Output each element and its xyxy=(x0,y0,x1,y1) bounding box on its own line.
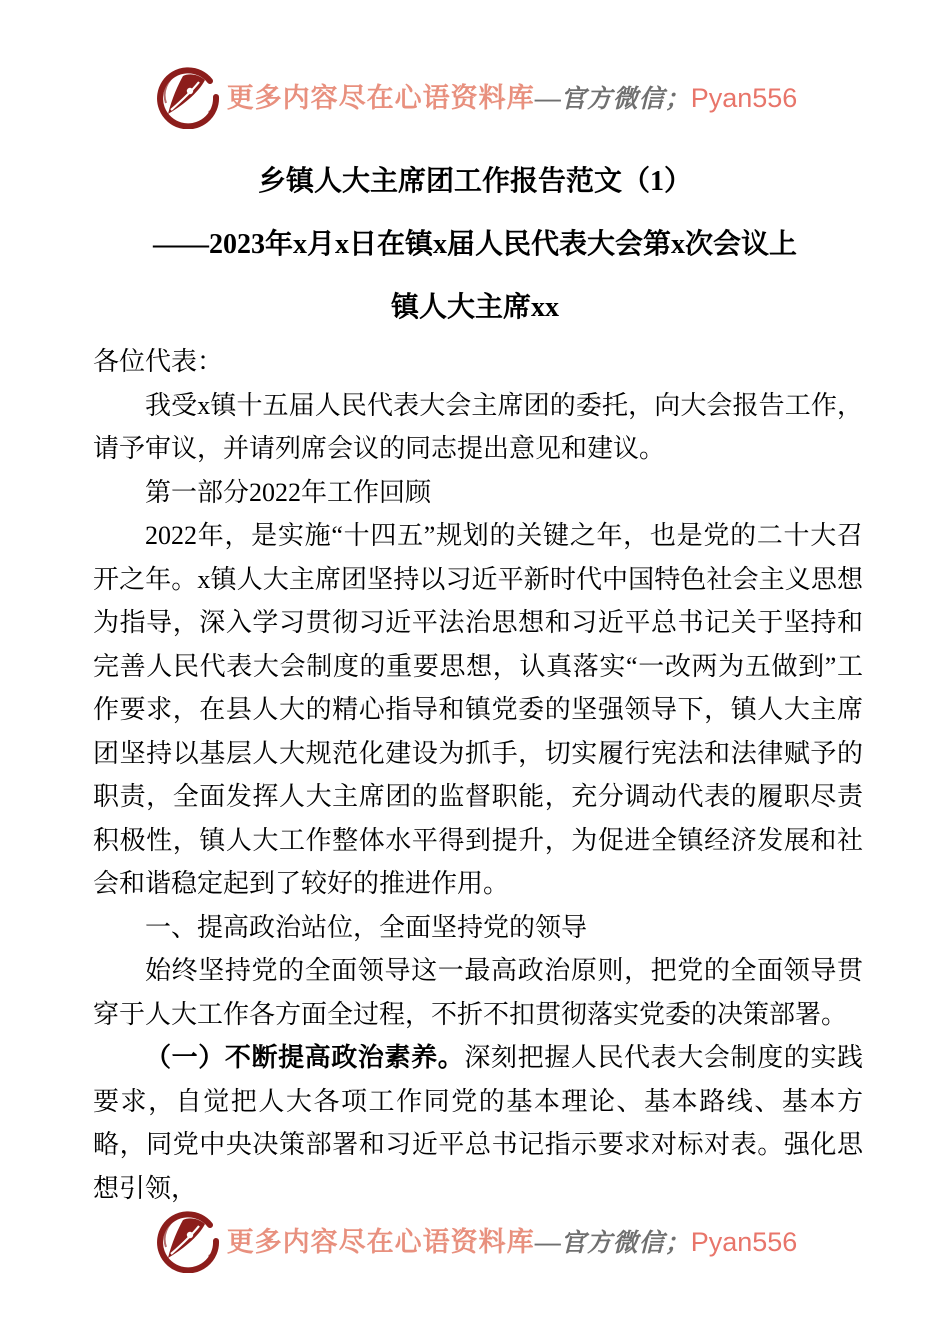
watermark-wechat-label: 官方微信； xyxy=(560,85,691,113)
pen-nib-logo-icon xyxy=(153,1205,221,1273)
document-title: 乡镇人大主席团工作报告范文（1） xyxy=(257,166,692,197)
header-watermark xyxy=(0,60,950,130)
document-author-line: 镇人大主席xx xyxy=(390,292,559,323)
title-block xyxy=(0,150,950,339)
paragraph-part-heading: 第一部分2022年工作回顾 xyxy=(145,477,432,507)
footer-watermark xyxy=(0,1204,950,1274)
watermark-wechat-id: Pyan556 xyxy=(690,1226,798,1257)
paragraph-salutation: 各位代表： xyxy=(93,347,224,376)
watermark-wechat-label: 官方微信； xyxy=(560,1229,691,1257)
watermark-brand-text: 更多内容尽在心语资料库 xyxy=(226,82,535,113)
watermark-brand-text: 更多内容尽在心语资料库 xyxy=(226,1226,535,1257)
pen-nib-logo-icon xyxy=(153,61,221,129)
paragraph-section-body: 始终坚持党的全面领导这一最高政治原则，把党的全面领导贯穿于人大工作各方面全过程，不折不扣贯彻落实党委的决策部署。 xyxy=(93,956,863,1029)
watermark-wechat-id: Pyan556 xyxy=(690,82,798,113)
paragraph-subsection xyxy=(93,1036,863,1210)
paragraph-section-heading: 一、提高政治站位，全面坚持党的领导 xyxy=(145,912,588,942)
watermark-text xyxy=(227,1220,798,1259)
watermark-dash: — xyxy=(534,83,561,113)
paragraph-intro: 我受x镇十五届人民代表大会主席团的委托，向大会报告工作，请予审议，并请列席会议的同志提出意见和建议。 xyxy=(93,390,863,463)
watermark-dash: — xyxy=(534,1227,561,1257)
document-subtitle: ——2023年x月x日在镇x届人民代表大会第x次会议上 xyxy=(152,229,797,260)
paragraph-review: 2022年，是实施“十四五”规划的关键之年，也是党的二十大召开之年。x镇人大主席团坚持以习近平新时代中国特色社会主义思想为指导，深入学习贯彻习近平法治思想和习近平总书记关于坚持和完善人民代表大会制度的重要思想，认真落实“一改两为五做到”工作要求，在县人大的精心指导和镇党委的坚强领导下，镇人大主席团坚持以基层人大规范化建设为抓手，切实履行宪法和法律赋予的职责，全面发挥人大主席团的监督职能，充分调动代表的履职尽责积极性，镇人大工作整体水平得到提升，为促进全镇经济发展和社会和谐稳定起到了较好的推进作用。 xyxy=(93,521,863,898)
document-body xyxy=(93,340,863,1210)
watermark-text xyxy=(227,76,798,115)
paragraph-bold-lead: （一）不断提高政治素养。 xyxy=(145,1043,465,1072)
paragraph-subsection-text: 深刻把握人民代表大会制度的实践要求，自觉把人大各项工作同党的基本理论、基本路线、基本方略，同党中央决策部署和习近平总书记指示要求对标对表。强化思想引领， xyxy=(93,1043,863,1203)
